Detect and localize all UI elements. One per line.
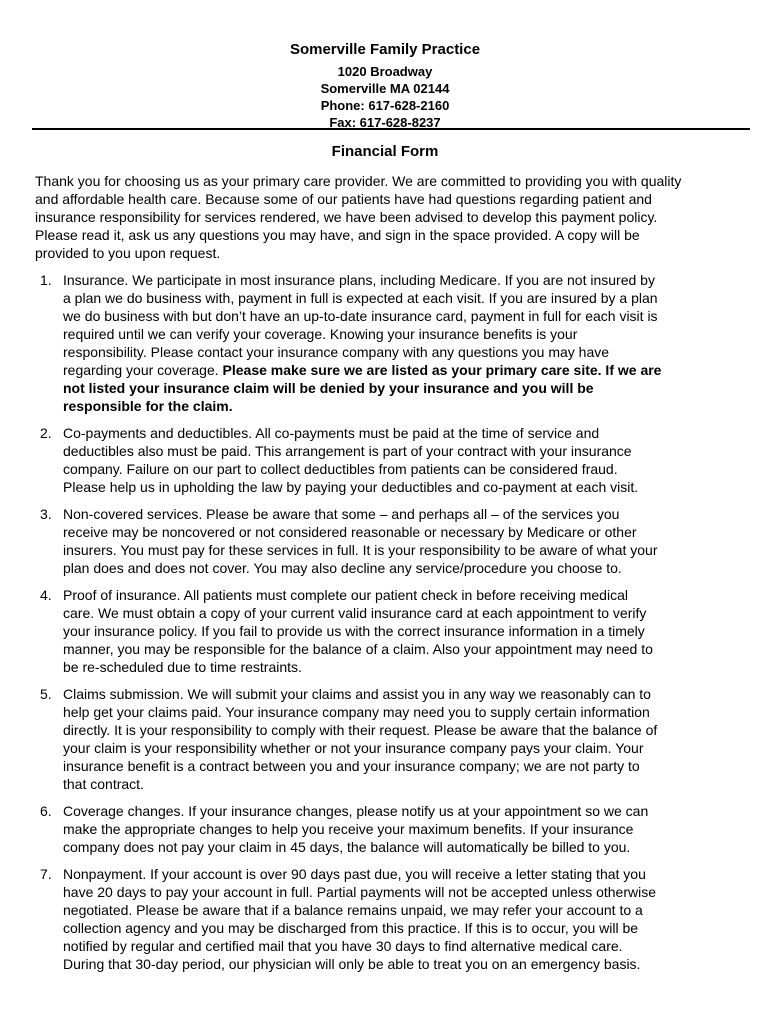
- item-text: [63, 685, 657, 793]
- item-line: make the appropriate changes to help you receive your maximum benefits. If your insurance: [63, 821, 634, 837]
- item-line: insurance benefit is a contract between you and your insurance company; we are not party to: [63, 758, 640, 774]
- item-line: company does not pay your claim in 45 days, the balance will automatically be billed to you.: [63, 839, 631, 855]
- header-divider: [32, 128, 750, 130]
- fax-number: Fax: 617-628-8237: [329, 115, 441, 130]
- item-line-plain-part: regarding your coverage.: [63, 362, 223, 378]
- item-line: Please help us in upholding the law by paying your deductibles and co-payment at each visit.: [63, 479, 639, 495]
- form-title: Financial Form: [331, 143, 439, 160]
- item-number: 2.: [40, 425, 52, 441]
- intro-paragraph: [35, 172, 681, 262]
- item-line: your claim is your responsibility whether or not your insurance company pays your claim. Your: [63, 740, 644, 756]
- item-line: have 20 days to pay your account in full. Partial payments will not be accepted unless otherwise: [63, 884, 656, 900]
- item-line: insurers. You must pay for these services in full. It is your responsibility to be aware of what your: [63, 542, 658, 558]
- item-number: 4.: [40, 587, 52, 603]
- intro-line: insurance responsibility for services rendered, we have been advised to develop this payment policy.: [35, 209, 658, 225]
- item-text: [63, 865, 656, 973]
- item-line: Co-payments and deductibles. All co-payments must be paid at the time of service and: [63, 425, 600, 441]
- practice-name: Somerville Family Practice: [289, 41, 481, 58]
- item-line: negotiated. Please be aware that if a balance remains unpaid, we may refer your account to a: [63, 902, 643, 918]
- item-line-mixed: [63, 361, 661, 379]
- item-line: help get your claims paid. Your insurance company may need you to supply certain information: [63, 704, 650, 720]
- intro-line: Please read it, ask us any questions you may have, and sign in the space provided. A copy will be: [35, 227, 640, 243]
- item-line: be re-scheduled due to time restraints.: [63, 659, 302, 675]
- item-number: 3.: [40, 506, 52, 522]
- intro-line: Thank you for choosing us as your primary care provider. We are committed to providing you with quality: [35, 173, 682, 189]
- item-line: we do business with but don’t have an up-to-date insurance card, payment in full for each visit is: [63, 308, 658, 324]
- item-line: a plan we do business with, payment in full is expected at each visit. If you are insured by a plan: [63, 290, 658, 306]
- item-line: care. We must obtain a copy of your current valid insurance card at each appointment to verify: [63, 605, 647, 621]
- item-line: Proof of insurance. All patients must complete our patient check in before receiving medical: [63, 587, 628, 603]
- item-line-bold-part: Please make sure we are listed as your primary care site. If we are: [222, 362, 662, 378]
- item-line-bold: not listed your insurance claim will be denied by your insurance and you will be: [63, 380, 594, 396]
- item-number: 7.: [40, 866, 52, 882]
- item-line: During that 30-day period, our physician will only be able to treat you on an emergency basis.: [63, 956, 641, 972]
- item-line: company. Failure on our part to collect deductibles from patients can be considered fraud.: [63, 461, 618, 477]
- item-line: receive may be noncovered or not considered reasonable or necessary by Medicare or other: [63, 524, 637, 540]
- item-text: [63, 586, 653, 676]
- item-line: notified by regular and certified mail that you have 30 days to find alternative medical care.: [63, 938, 623, 954]
- item-text: [63, 505, 658, 577]
- item-line: your insurance policy. If you fail to provide us with the correct insurance information in a timely: [63, 623, 645, 639]
- item-text: [63, 802, 648, 856]
- item-line: Nonpayment. If your account is over 90 days past due, you will receive a letter stating that you: [63, 866, 646, 882]
- item-number: 6.: [40, 803, 52, 819]
- item-line: that contract.: [63, 776, 144, 792]
- item-number: 5.: [40, 686, 52, 702]
- item-text: [63, 424, 638, 496]
- item-line-bold: responsible for the claim.: [63, 398, 233, 414]
- item-line: responsibility. Please contact your insurance company with any questions you may have: [63, 344, 610, 360]
- intro-line: and affordable health care. Because some of our patients have had questions regarding patient and: [35, 191, 652, 207]
- item-line: collection agency and you may be discharged from this practice. If this is to occur, you will be: [63, 920, 639, 936]
- item-line: directly. It is your responsibility to comply with their request. Please be aware that the balance of: [63, 722, 658, 738]
- item-line: Insurance. We participate in most insurance plans, including Medicare. If you are not insured by: [63, 272, 655, 288]
- address-street: 1020 Broadway: [337, 64, 433, 79]
- intro-line: provided to you upon request.: [35, 245, 221, 261]
- item-line: Non-covered services. Please be aware that some – and perhaps all – of the services you: [63, 506, 620, 522]
- item-text: [63, 271, 661, 415]
- phone-number: Phone: 617-628-2160: [320, 98, 450, 113]
- item-number: 1.: [40, 272, 52, 288]
- item-line: manner, you may be responsible for the balance of a claim. Also your appointment may need to: [63, 641, 653, 657]
- item-line: deductibles also must be paid. This arrangement is part of your contract with your insurance: [63, 443, 632, 459]
- address-city: Somerville MA 02144: [320, 81, 450, 96]
- item-line: Coverage changes. If your insurance changes, please notify us at your appointment so we can: [63, 803, 649, 819]
- item-line: required until we can verify your coverage. Knowing your insurance benefits is your: [63, 326, 578, 342]
- item-line: Claims submission. We will submit your claims and assist you in any way we reasonably can to: [63, 686, 651, 702]
- item-line: plan does and does not cover. You may also decline any service/procedure you choose to.: [63, 560, 622, 576]
